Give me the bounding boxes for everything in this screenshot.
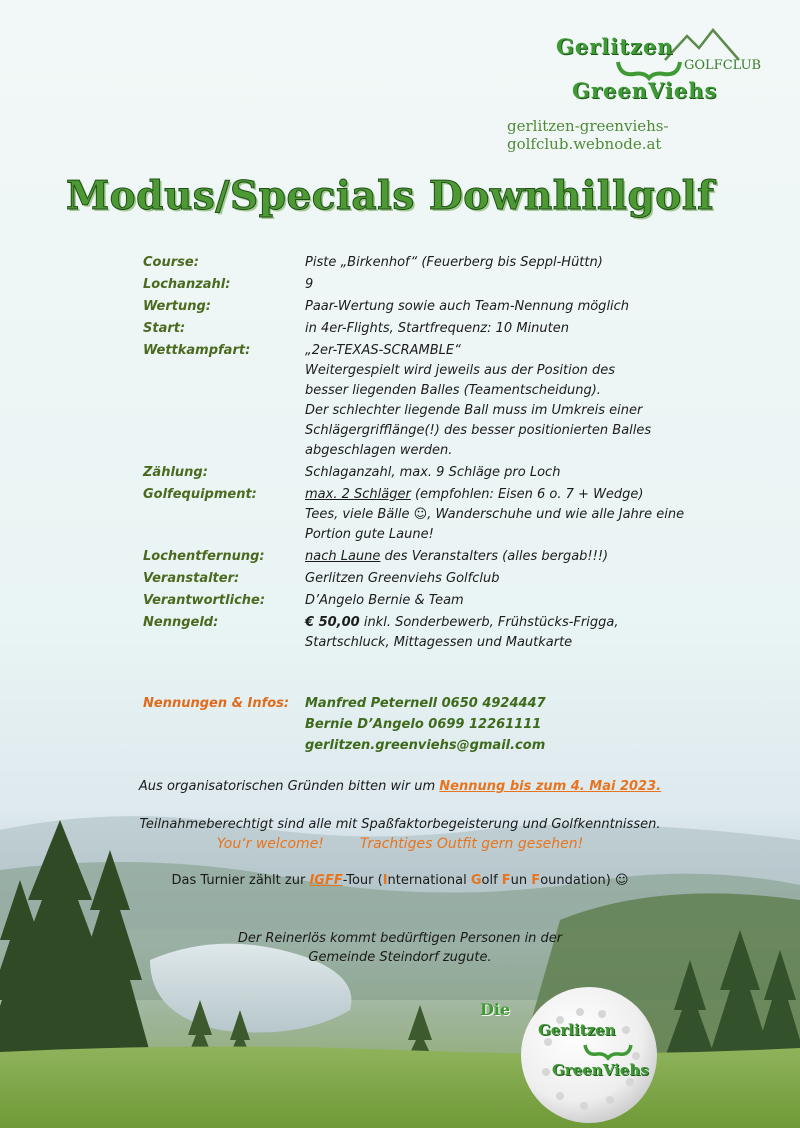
lochanzahl-value: 9 bbox=[305, 277, 314, 292]
tour-letter-i: I bbox=[382, 873, 388, 888]
golfequipment-line-3: Portion gute Laune! bbox=[305, 527, 434, 542]
footer-die: Die bbox=[480, 1000, 511, 1019]
website-url[interactable]: gerlitzen-greenviehs-golfclub.webnode.at bbox=[507, 117, 669, 153]
zaehlung-label: Zählung: bbox=[143, 465, 208, 480]
veranstalter-label: Veranstalter: bbox=[143, 571, 240, 586]
details-table bbox=[143, 253, 743, 655]
deadline-prefix: Aus organisatorischen Gründen bitten wir um bbox=[138, 779, 440, 794]
verantwortliche-value: D’Angelo Bernie & Team bbox=[305, 593, 464, 608]
ball-logo-line-2: GreenViehs bbox=[552, 1061, 649, 1079]
course-label: Course: bbox=[143, 255, 199, 270]
nenngeld-includes: inkl. Sonderbewerb, Frühstücks-Frigga, bbox=[359, 615, 619, 630]
row-wettkampfart bbox=[143, 341, 743, 461]
welcome-text: You‘r welcome! bbox=[216, 836, 324, 852]
golfequipment-label: Golfequipment: bbox=[143, 487, 257, 502]
outfit-text: Trachtiges Outfit gern gesehen! bbox=[359, 836, 584, 852]
contact-dangelo: Bernie D’Angelo 0699 12261111 bbox=[305, 717, 542, 732]
logo-golfclub: GOLFCLUB bbox=[684, 58, 762, 73]
tour-mid: -Tour ( bbox=[342, 873, 383, 888]
golfequipment-clubs: max. 2 Schläger bbox=[305, 487, 411, 502]
course-value: Piste „Birkenhof“ (Feuerberg bis Seppl-Hüttn) bbox=[305, 255, 603, 270]
ball-logo-line-1: Gerlitzen bbox=[538, 1021, 616, 1039]
start-label: Start: bbox=[143, 321, 186, 336]
wertung-value: Paar-Wertung sowie auch Team-Nennung möglich bbox=[305, 299, 630, 314]
golfequipment-line-2: Tees, viele Bälle ☺, Wanderschuhe und wie alle Jahre eine bbox=[305, 507, 685, 522]
wettkampfart-line-3: besser liegenden Balles (Teamentscheidung). bbox=[305, 383, 601, 398]
tour-word-international: nternational bbox=[387, 873, 471, 888]
deadline-note bbox=[0, 779, 800, 794]
page-title: Modus/Specials Downhillgolf bbox=[66, 173, 715, 219]
ball-horns-icon bbox=[582, 1043, 634, 1061]
zaehlung-value: Schlaganzahl, max. 9 Schläge pro Loch bbox=[305, 465, 561, 480]
verantwortliche-label: Verantwortliche: bbox=[143, 593, 266, 608]
wettkampfart-line-1: „2er-TEXAS-SCRAMBLE“ bbox=[305, 343, 461, 358]
wettkampfart-line-6: abgeschlagen werden. bbox=[305, 443, 453, 458]
golf-ball-logo bbox=[518, 985, 658, 1125]
wettkampfart-label: Wettkampfart: bbox=[143, 343, 251, 358]
wertung-label: Wertung: bbox=[143, 299, 211, 314]
row-nenngeld bbox=[143, 613, 743, 653]
row-golfequipment bbox=[143, 485, 743, 545]
golfequipment-value bbox=[305, 485, 684, 545]
tour-letter-f2: F bbox=[531, 873, 541, 888]
row-zaehlung bbox=[143, 463, 743, 483]
nenngeld-price: € 50,00 bbox=[305, 615, 360, 630]
row-lochentfernung bbox=[143, 547, 743, 567]
golfequipment-recommend: (empfohlen: Eisen 6 o. 7 + Wedge) bbox=[410, 487, 644, 502]
lochentfernung-underlined: nach Laune bbox=[305, 549, 381, 564]
contacts-label: Nennungen & Infos: bbox=[143, 696, 290, 711]
lochentfernung-rest: des Veranstalters (alles bergab!!!) bbox=[380, 549, 609, 564]
tour-note bbox=[0, 873, 800, 888]
row-wertung bbox=[143, 297, 743, 317]
row-course bbox=[143, 253, 743, 273]
contact-email[interactable]: gerlitzen.greenviehs@gmail.com bbox=[305, 738, 546, 753]
veranstalter-value: Gerlitzen Greenviehs Golfclub bbox=[305, 571, 500, 586]
logo-line-1: Gerlitzen bbox=[556, 34, 674, 59]
nenngeld-value bbox=[305, 613, 618, 653]
contacts bbox=[143, 693, 546, 756]
charity-line-2: Gemeinde Steindorf zugute. bbox=[308, 950, 492, 965]
row-verantwortliche bbox=[143, 591, 743, 611]
start-value: in 4er-Flights, Startfrequenz: 10 Minuten bbox=[305, 321, 569, 336]
wettkampfart-value bbox=[305, 341, 651, 461]
contacts-list bbox=[305, 693, 546, 756]
tour-word-foundation: oundation) ☺ bbox=[540, 873, 629, 888]
wettkampfart-line-2: Weitergespielt wird jeweils aus der Position des bbox=[305, 363, 616, 378]
tour-igff[interactable]: IGFF bbox=[309, 873, 343, 888]
lochentfernung-value bbox=[305, 547, 608, 567]
tour-letter-f1: F bbox=[501, 873, 511, 888]
tour-word-fun: un bbox=[510, 873, 532, 888]
tour-word-golf: olf bbox=[481, 873, 502, 888]
lochanzahl-label: Lochanzahl: bbox=[143, 277, 231, 292]
contact-peternell: Manfred Peternell 0650 4924447 bbox=[305, 696, 546, 711]
lochentfernung-label: Lochentfernung: bbox=[143, 549, 265, 564]
welcome-note bbox=[0, 836, 800, 852]
tour-prefix: Das Turnier zählt zur bbox=[171, 873, 310, 888]
wettkampfart-line-4: Der schlechter liegende Ball muss im Umkreis einer bbox=[305, 403, 643, 418]
row-lochanzahl bbox=[143, 275, 743, 295]
row-veranstalter bbox=[143, 569, 743, 589]
row-start bbox=[143, 319, 743, 339]
deadline-link[interactable]: Nennung bis zum 4. Mai 2023. bbox=[439, 779, 662, 794]
eligibility-note: Teilnahmeberechtigt sind alle mit Spaßfaktorbegeisterung und Golfkenntnissen. bbox=[139, 817, 661, 832]
logo-line-2: GreenViehs bbox=[572, 78, 718, 103]
nenngeld-line-2: Startschluck, Mittagessen und Mautkarte bbox=[305, 635, 573, 650]
club-logo bbox=[548, 28, 762, 108]
tour-letter-g: G bbox=[470, 873, 482, 888]
nenngeld-label: Nenngeld: bbox=[143, 615, 219, 630]
charity-line-1: Der Reinerlös kommt bedürftigen Personen in der bbox=[237, 931, 563, 946]
wettkampfart-line-5: Schlägergrifflänge(!) des besser positionierten Balles bbox=[305, 423, 652, 438]
